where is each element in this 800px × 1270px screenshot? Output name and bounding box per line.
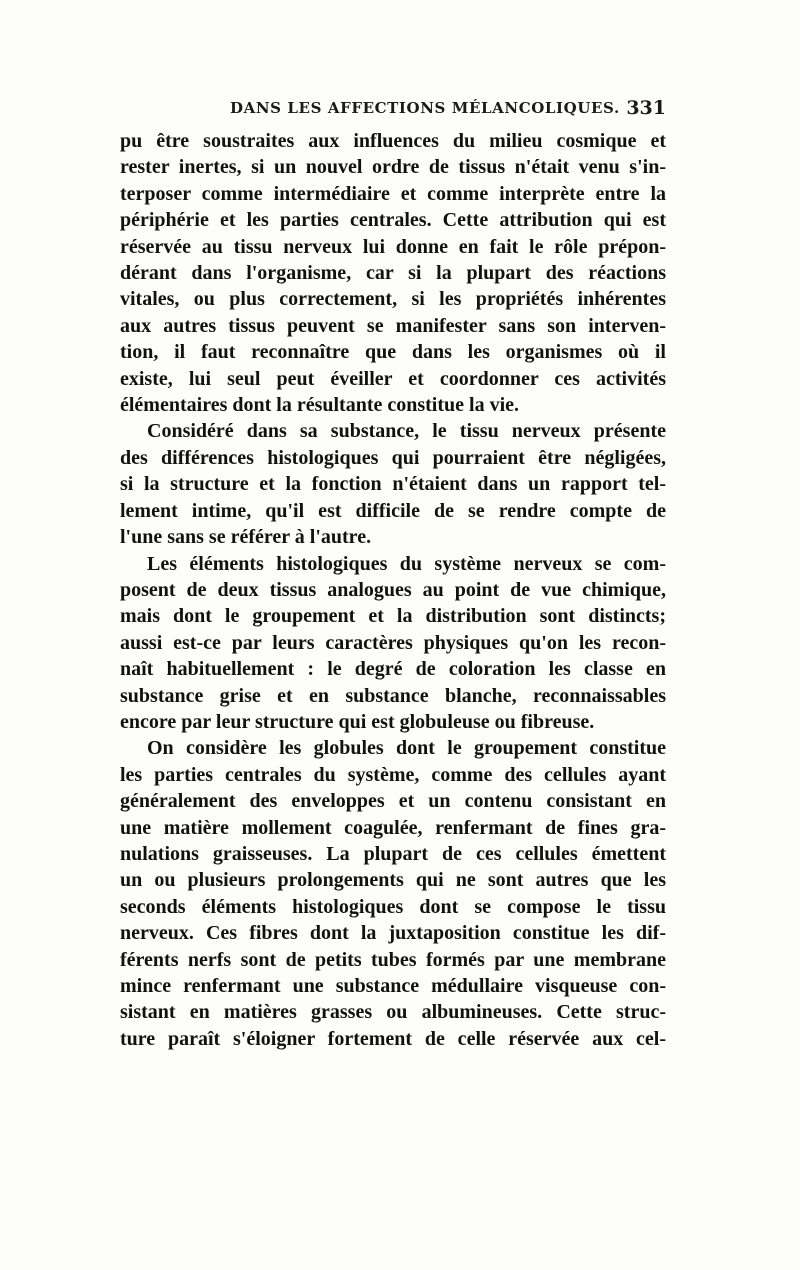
body-text xyxy=(120,128,666,1052)
text-line: On considère les globules dont le groupement constitue xyxy=(147,737,666,760)
text-line: terposer comme intermédiaire et comme interprète entre la xyxy=(120,182,666,205)
paragraph xyxy=(120,551,666,736)
paragraph xyxy=(120,128,666,418)
text-line: pu être soustraites aux influences du milieu cosmique et xyxy=(120,130,666,152)
text-line: généralement des enveloppes et un contenu consistant en xyxy=(120,790,666,813)
running-head: DANS LES AFFECTIONS MÉLANCOLIQUES. xyxy=(230,99,620,117)
paragraph xyxy=(120,418,666,550)
text-line: des différences histologiques qui pourraient être négligées, xyxy=(120,446,666,469)
text-line: l'une sans se référer à l'autre. xyxy=(120,526,372,549)
text-line: rester inertes, si un nouvel ordre de tissus n'était venu s'in- xyxy=(120,156,666,179)
text-line: nulations graisseuses. La plupart de ces cellules émettent xyxy=(120,842,666,865)
text-line: lement intime, qu'il est difficile de se rendre compte de xyxy=(120,499,666,522)
text-line: naît habituellement : le degré de coloration les classe en xyxy=(120,658,666,681)
paragraph xyxy=(120,735,666,1052)
text-line: si la structure et la fonction n'étaient dans un rapport tel- xyxy=(120,473,666,496)
text-line: existe, lui seul peut éveiller et coordonner ces activités xyxy=(120,367,666,390)
text-line: un ou plusieurs prolongements qui ne sont autres que les xyxy=(120,869,666,892)
text-line: aussi est-ce par leurs caractères physiques qu'on les recon- xyxy=(120,631,666,654)
text-line: nerveux. Ces fibres dont la juxtaposition constitue les dif- xyxy=(120,922,666,945)
text-line: aux autres tissus peuvent se manifester sans son interven- xyxy=(120,314,666,337)
text-line: réservée au tissu nerveux lui donne en fait le rôle prépon- xyxy=(120,235,666,258)
text-line: élémentaires dont la résultante constitue la vie. xyxy=(120,394,520,417)
text-line: encore par leur structure qui est globuleuse ou fibreuse. xyxy=(120,710,595,733)
text-line: les parties centrales du système, comme des cellules ayant xyxy=(120,763,666,786)
text-line: dérant dans l'organisme, car si la plupart des réactions xyxy=(120,262,666,285)
text-line: seconds éléments histologiques dont se compose le tissu xyxy=(120,895,666,918)
text-line: tion, il faut reconnaître que dans les organismes où il xyxy=(120,341,666,364)
text-line: ture paraît s'éloigner fortement de celle réservée aux cel- xyxy=(120,1027,666,1050)
text-line: Les éléments histologiques du système nerveux se com- xyxy=(147,552,666,575)
text-line: mais dont le groupement et la distribution sont distincts; xyxy=(120,605,666,628)
text-line: une matière mollement coagulée, renfermant de fines gra- xyxy=(120,816,666,839)
text-line: posent de deux tissus analogues au point de vue chimique, xyxy=(120,578,666,601)
text-line: mince renfermant une substance médullaire visqueuse con- xyxy=(120,975,666,997)
text-line: vitales, ou plus correctement, si les propriétés inhérentes xyxy=(120,288,666,311)
page-header xyxy=(120,97,666,125)
text-line: périphérie et les parties centrales. Cette attribution qui est xyxy=(120,209,666,232)
text-line: férents nerfs sont de petits tubes formés par une membrane xyxy=(120,948,666,971)
text-line: substance grise et en substance blanche, reconnaissables xyxy=(120,684,666,707)
page-number: 331 xyxy=(626,97,666,119)
text-line: sistant en matières grasses ou albumineuses. Cette struc- xyxy=(120,1001,666,1024)
text-line: Considéré dans sa substance, le tissu nerveux présente xyxy=(147,420,666,443)
